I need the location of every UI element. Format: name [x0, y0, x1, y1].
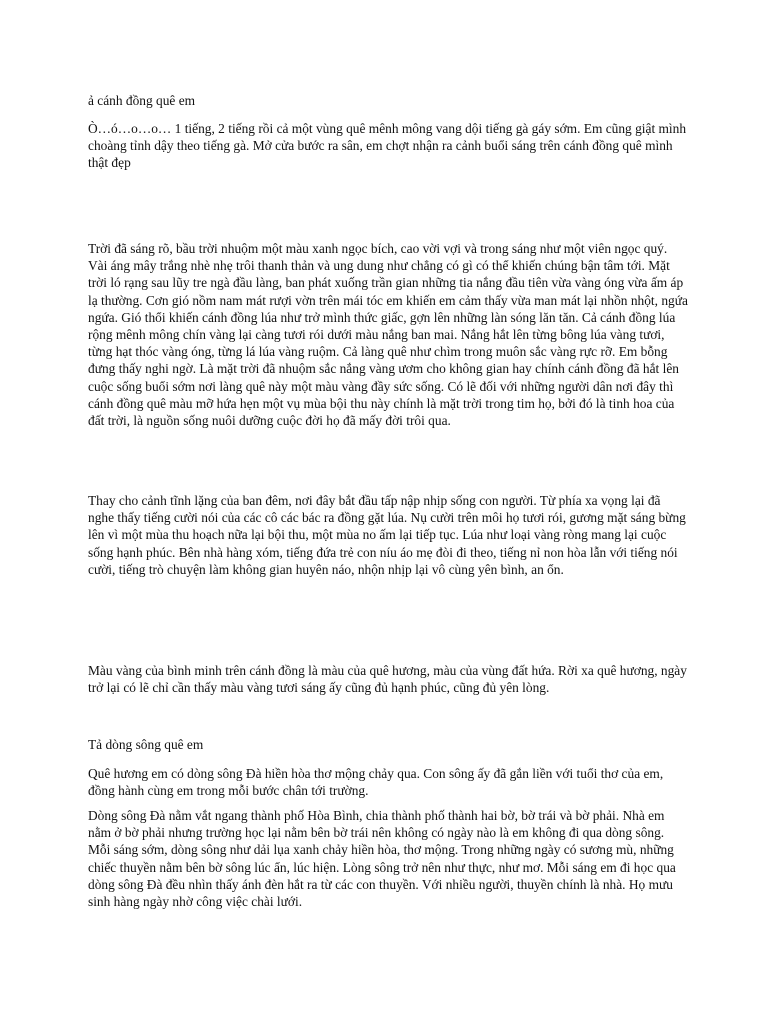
paragraph-rooster-morning: Ò…ó…o…o… 1 tiếng, 2 tiếng rồi cả một vùng quê mênh mông vang dội tiếng gà gáy sớm. Em cũng giật mình choàng tỉnh dậy theo tiếng gà. Mở cửa bước ra sân, em chợt nhận ra cảnh buổi sáng trên cánh đồng quê mình thật đẹp	[88, 121, 687, 171]
paragraph-da-river-intro: Quê hương em có dòng sông Đà hiền hòa thơ mộng chảy qua. Con sông ấy đã gắn liền với tuổi thơ của em, đồng hành cùng em trong mỗi bước chân tới trường.	[88, 766, 664, 799]
heading-river: Tả dòng sông quê em	[88, 737, 204, 752]
heading-rice-field: ả cánh đồng quê em	[88, 93, 196, 108]
paragraph-village-life: Thay cho cảnh tĩnh lặng của ban đêm, nơi đây bắt đầu tấp nập nhịp sống con người. Từ phía xa vọng lại đã nghe thấy tiếng cười nói của các cô các bác ra đồng gặt lúa. Nụ cười trên môi họ tươi rói, gương mặt sáng bừng lên vì một mùa thu hoạch nữa lại bội thu, một mùa no ấm lại tiếp tục. Lúa như loại vàng ròng mang lại cuộc sống hạnh phúc. Bên nhà hàng xóm, tiếng đứa trẻ con níu áo mẹ đòi đi theo, tiếng nỉ non hòa lẫn với tiếng nói cười, tiếng trò chuyện làm không gian huyên náo, nhộn nhịp lại vô cùng yên bình, an ổn.	[88, 493, 686, 577]
paragraph-sky-sunrise: Trời đã sáng rõ, bầu trời nhuộm một màu xanh ngọc bích, cao vời vợi và trong sáng như một viên ngọc quý. Vài áng mây trắng nhè nhẹ trôi thanh thản và ung dung như chẳng có gì có thể khiến chúng bận tâm tới. Mặt trời ló rạng sau lũy tre ngà đầu làng, ban phát xuống trần gian những tia nắng đầu tiên vừa vàng óng vừa ấm áp lạ thường. Cơn gió nồm nam mát rượi vờn trên mái tóc em khiến em cảm thấy vừa man mát lại nhồn nhột, ngứa ngứa. Gió thổi khiến cánh đồng lúa như trở mình thức giấc, gợn lên những làn sóng lăn tăn. Cả cánh đồng lúa rộng mênh mông chín vàng lại càng tươi rói dưới màu nắng ban mai. Nắng hắt lên từng bông lúa vàng tươi, từng hạt thóc vàng óng, từng lá lúa vàng ruộm. Cả làng quê như chìm trong muôn sắc vàng rực rỡ. Em bỗng đưng thấy nghi ngờ. Là mặt trời đã nhuộm sắc nắng vàng ươm cho không gian hay chính cánh đồng đã hắt lên cuộc sống buổi sớm nơi làng quê này một màu vàng đầy sức sống. Có lẽ đối với những người dân nơi đây thì cánh đồng quê màu mỡ hứa hẹn một vụ mùa bội thu này chính là mặt trời trong tim họ, bởi đó là tinh hoa của đất trời, là nguồn sống nuôi dưỡng cuộc đời họ đã mấy đời trôi qua.	[88, 241, 688, 429]
paragraph-da-river-description: Dòng sông Đà nằm vắt ngang thành phố Hòa Bình, chia thành phố thành hai bờ, bờ trái và bờ phải. Nhà em nằm ở bờ phải nhưng trường học lại nằm bên bờ trái nên không có ngày nào là em không đi qua dòng sông. Mỗi sáng sớm, dòng sông như dải lụa xanh chảy hiền hòa, thơ mộng. Trong những ngày có sương mù, những chiếc thuyền nằm bên bờ sông lúc ẩn, lúc hiện. Lòng sông trở nên như thực, như mơ. Mỗi sáng em đi học qua dòng sông Đà đều nhìn thấy ánh đèn hắt ra từ các con thuyền. Với nhiều người, thuyền chính là nhà. Họ mưu sinh hàng ngày nhờ công việc chài lưới.	[88, 808, 676, 910]
document-page	[88, 0, 688, 1024]
paragraph-golden-homeland: Màu vàng của bình minh trên cánh đồng là màu của quê hương, màu của vùng đất hứa. Rời xa quê hương, ngày trở lại có lẽ chỉ cần thấy màu vàng tươi sáng ấy cũng đủ hạnh phúc, cũng đủ yên lòng.	[88, 663, 687, 696]
